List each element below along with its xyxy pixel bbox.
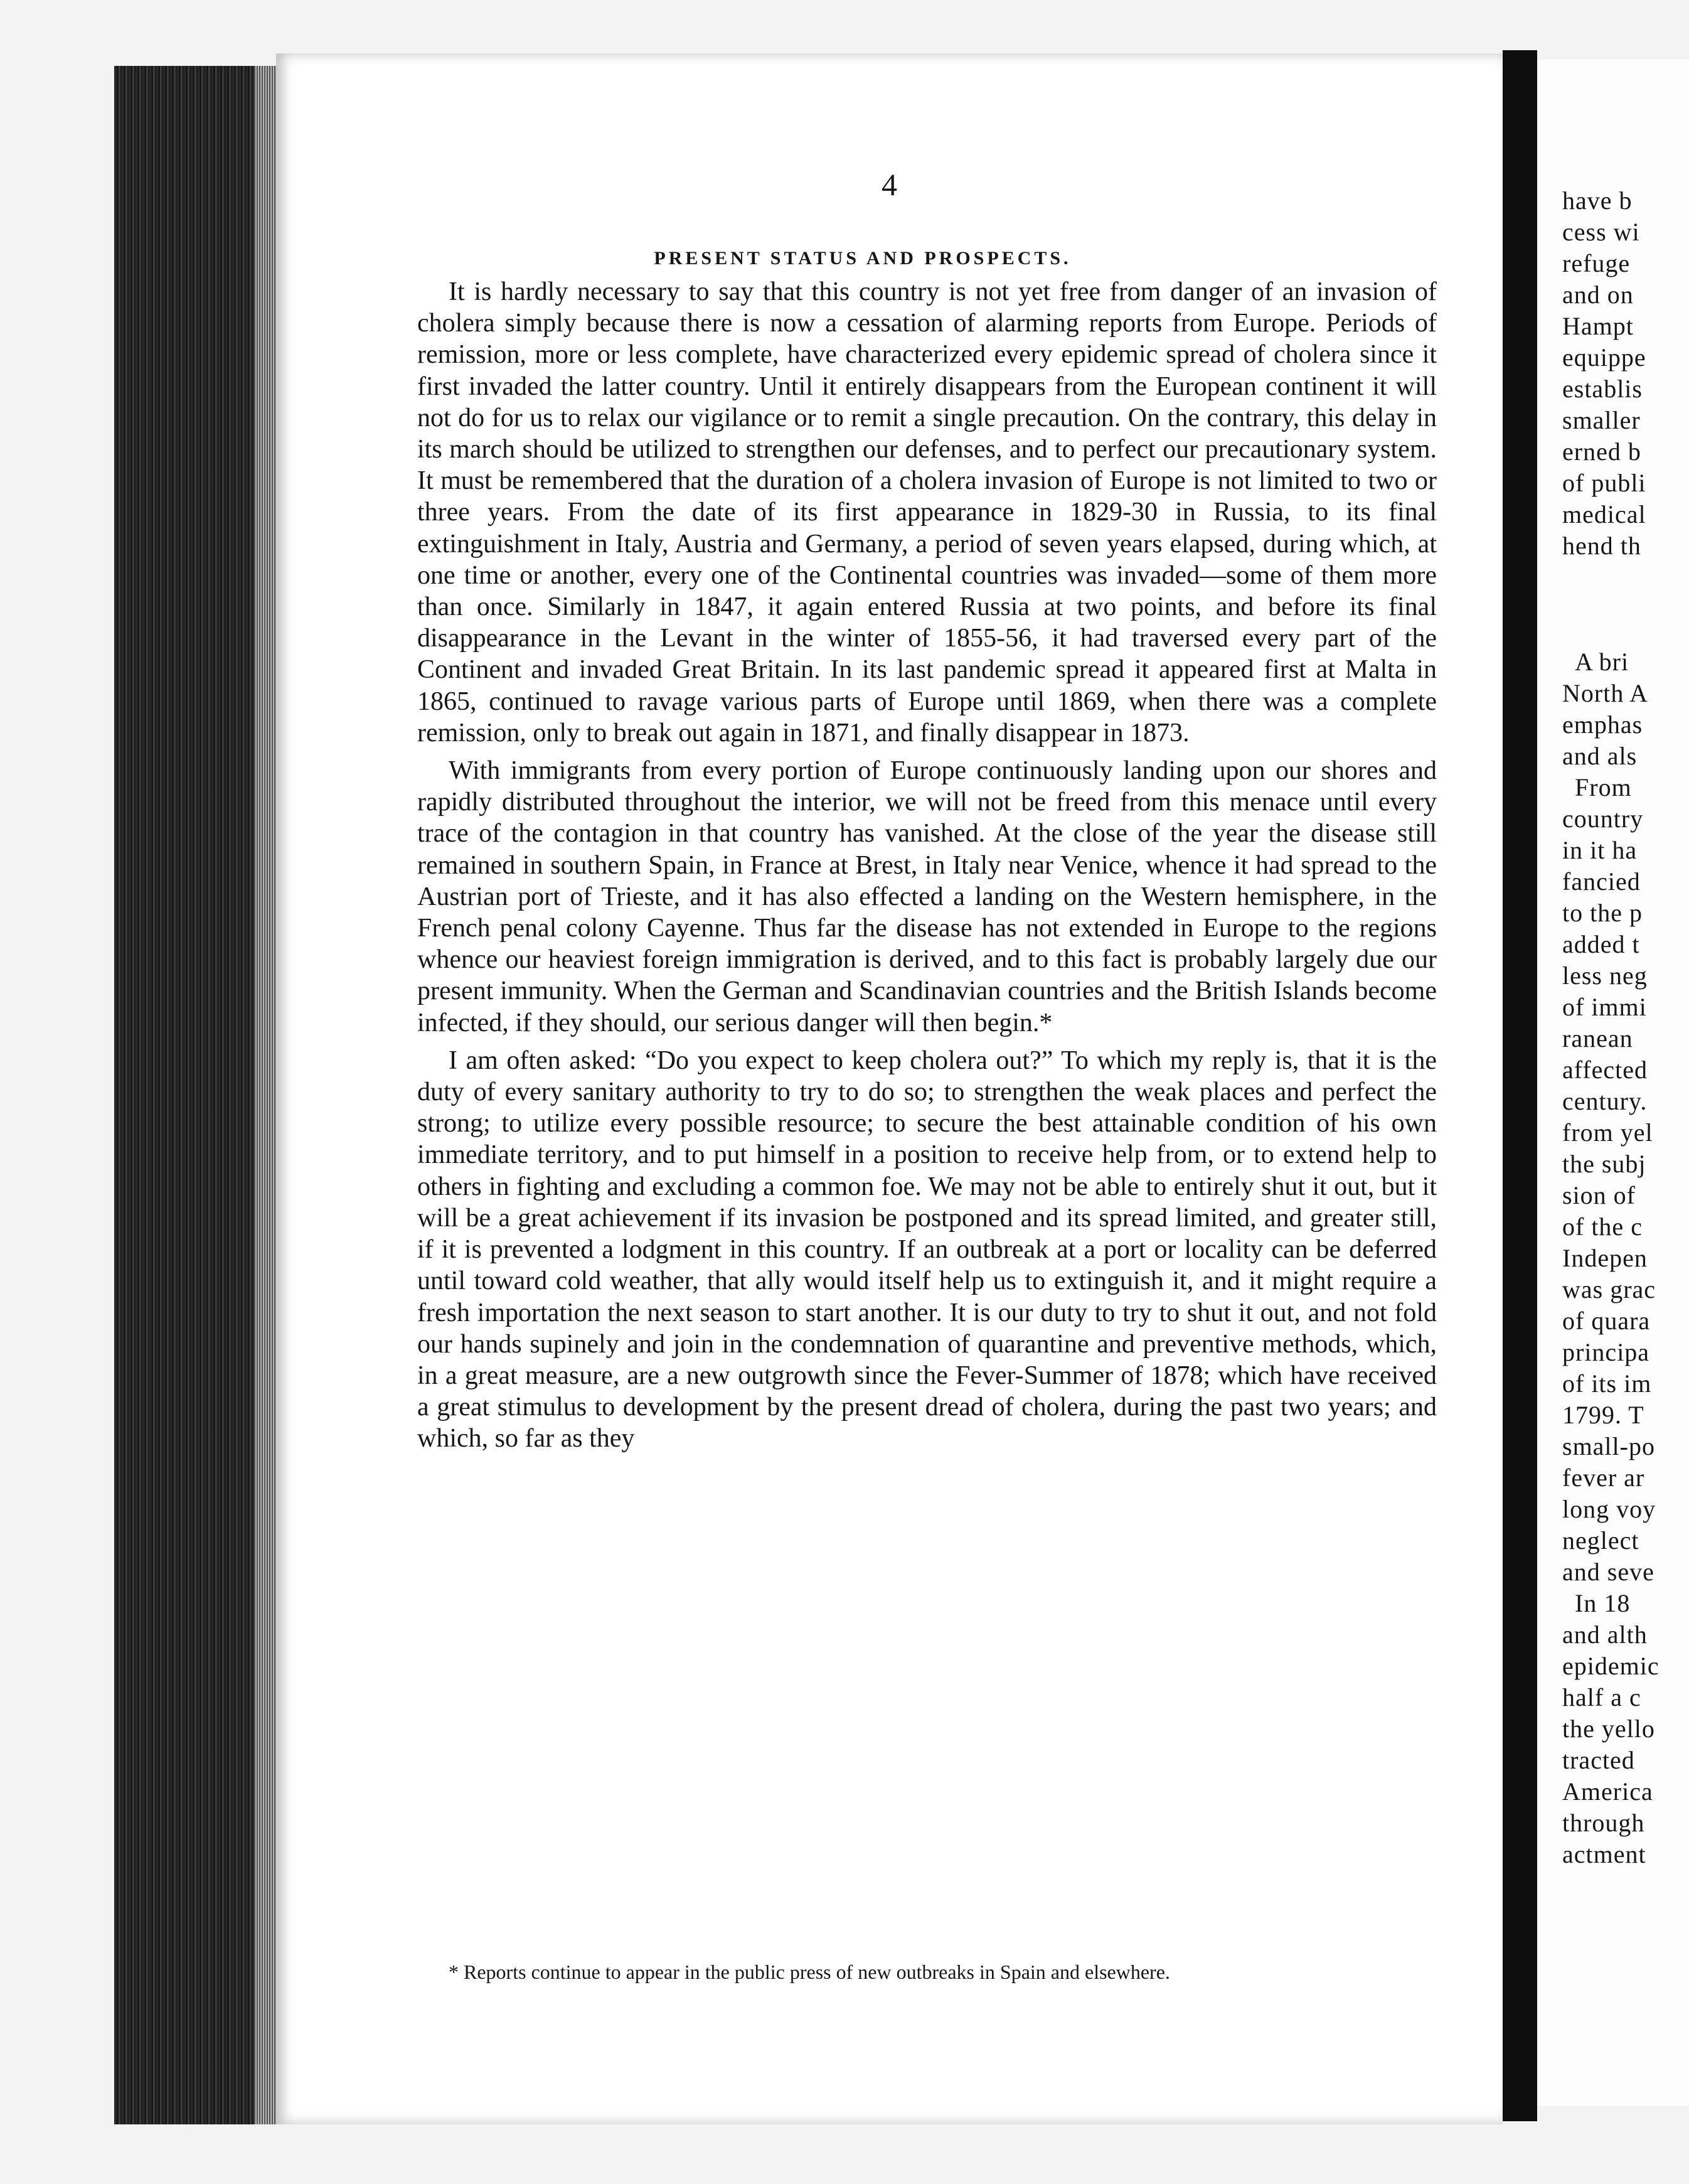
paragraph: With immigrants from every portion of Europe continuously landing upon our shores and rapidly distributed throughout the interior, we will not be freed from this menace until every trace of the contagion in that country has vanished. At the close of the year the disease still remained in southern Spain, in France at Brest, in Italy near Venice, whence it had spread to the Austrian port of Trieste, and it has also effected a landing on the Western hemisphere, in the French penal colony Cayenne. Thus far the disease has not extended in Europe to the regions whence our heaviest foreign immigration is derived, and to this fact is probably largely due our present immunity. When the German and Scandinavian countries and the British Islands become infected, if they should, our serious danger will then begin.*: [417, 756, 1437, 1037]
right-page-line: cess wi: [1562, 218, 1640, 246]
right-page-line: less neg: [1562, 961, 1648, 990]
right-page-line: epidemic: [1562, 1652, 1660, 1680]
right-page-line: medical: [1562, 500, 1646, 528]
right-page-line: hend th: [1562, 532, 1641, 560]
right-page-line: of quara: [1562, 1307, 1651, 1335]
left-page: [276, 53, 1503, 2124]
right-page-line: to the p: [1562, 899, 1643, 927]
right-page-line: of the c: [1562, 1212, 1643, 1241]
right-page-line: ranean: [1562, 1024, 1633, 1052]
book-gutter: [1503, 50, 1537, 2121]
right-page-line: through: [1562, 1809, 1645, 1837]
right-page-line: country: [1562, 805, 1644, 833]
right-page-line: the yello: [1562, 1715, 1655, 1743]
right-page-line: of immi: [1562, 993, 1647, 1021]
page-number: 4: [882, 167, 897, 202]
right-page-line: America: [1562, 1777, 1653, 1806]
section-heading: PRESENT STATUS AND PROSPECTS.: [654, 248, 1072, 269]
right-page-line: in it ha: [1562, 836, 1638, 864]
right-page-line: refuge: [1562, 249, 1631, 277]
page-stack-edge: [254, 66, 279, 2124]
right-page-line: from yel: [1562, 1118, 1653, 1147]
right-page-line: and alth: [1562, 1620, 1648, 1649]
right-page-line: In 18: [1575, 1589, 1631, 1617]
right-page-line: and on: [1562, 281, 1634, 309]
right-page-fragment: [1537, 60, 1689, 2106]
right-page-line: long voy: [1562, 1495, 1656, 1523]
right-page-line: principa: [1562, 1338, 1650, 1366]
right-page-line: half a c: [1562, 1683, 1641, 1711]
right-page-line: fever ar: [1562, 1464, 1645, 1492]
right-page-line: North A: [1562, 679, 1648, 707]
right-page-line: Indepen: [1562, 1244, 1648, 1272]
right-page-line: A bri: [1575, 648, 1629, 676]
right-page-line: 1799. T: [1562, 1401, 1644, 1429]
right-page-line: actment: [1562, 1840, 1646, 1868]
right-page-line: erned b: [1562, 437, 1641, 466]
right-page-line: emphas: [1562, 710, 1643, 739]
right-page-line: From: [1575, 773, 1632, 801]
right-page-line: of its im: [1562, 1369, 1652, 1398]
paragraph: It is hardly necessary to say that this country is not yet free from danger of an invasion of cholera simply because there is now a cessation of alarming reports from Europe. Periods of remission, more or less complete, have characterized every epidemic spread of cholera since it first invaded the latter country. Until it entirely disappears from the European continent it will not do for us to relax our vigilance or to remit a single precaution. On the contrary, this delay in its march should be utilized to strengthen our defenses, and to perfect our precautionary system. It must be remembered that the duration of a cholera invasion of Europe is not limited to two or three years. From the date of its first appearance in 1829-30 in Russia, to its final extinguishment in Italy, Austria and Germany, a period of seven years elapsed, during which, at one time or another, every one of the Continental countries was invaded—some of them more than once. Similarly in 1847, it again entered Russia at two points, and before its final disappearance in the Levant in the winter of 1855-56, it had traversed every part of the Continent and invaded Great Britain. In its last pandemic spread it appeared first at Malta in 1865, continued to ravage various parts of Europe until 1869, when there was a complete remission, only to break out again in 1871, and finally disappear in 1873.: [417, 277, 1437, 747]
right-page-line: of publi: [1562, 469, 1646, 497]
right-page-line: added t: [1562, 930, 1640, 958]
right-page-line: the subj: [1562, 1150, 1646, 1178]
right-page-line: equippe: [1562, 343, 1646, 372]
right-page-line: sion of: [1562, 1181, 1636, 1209]
right-page-line: neglect: [1562, 1526, 1639, 1555]
right-page-line: tracted: [1562, 1746, 1635, 1774]
right-page-line: have b: [1562, 186, 1633, 215]
right-page-line: fancied: [1562, 867, 1641, 896]
right-page-line: establis: [1562, 375, 1643, 403]
right-page-line: century.: [1562, 1087, 1648, 1115]
right-page-line: affected: [1562, 1056, 1648, 1084]
right-page-line: and als: [1562, 742, 1638, 770]
body-text: [417, 276, 1437, 1461]
right-page-line: Hampt: [1562, 312, 1634, 340]
right-page-line: smaller: [1562, 406, 1641, 434]
footnote: * Reports continue to appear in the public press of new outbreaks in Spain and elsewhere.: [449, 1961, 1170, 1983]
paragraph: I am often asked: “Do you expect to keep cholera out?” To which my reply is, that it is the duty of every sanitary authority to try to do so; to strengthen the weak places and perfect the strong; to utilize every possible resource; to secure the best attainable condition of his own immediate territory, and to put himself in a position to receive help from, or to extend help to others in fighting and excluding a common foe. We may not be able to entirely shut it out, but it will be a great achievement if its invasion be postponed and its spread limited, and greater still, if it is prevented a lodgment in this country. If an outbreak at a port or locality can be deferred until toward cold weather, that ally would itself help us to extinguish it, and it might require a fresh importation the next season to start another. It is our duty to try to shut it out, and not fold our hands supinely and join in the condemnation of quarantine and preventive methods, which, in a great measure, are a new outgrowth since the Fever-Summer of 1878; which have received a great stimulus to development by the present dread of cholera, during the past two years; and which, so far as they: [417, 1046, 1437, 1453]
right-page-line: was grac: [1562, 1275, 1656, 1303]
right-page-line: small-po: [1562, 1432, 1655, 1460]
right-page-line: and seve: [1562, 1558, 1654, 1586]
